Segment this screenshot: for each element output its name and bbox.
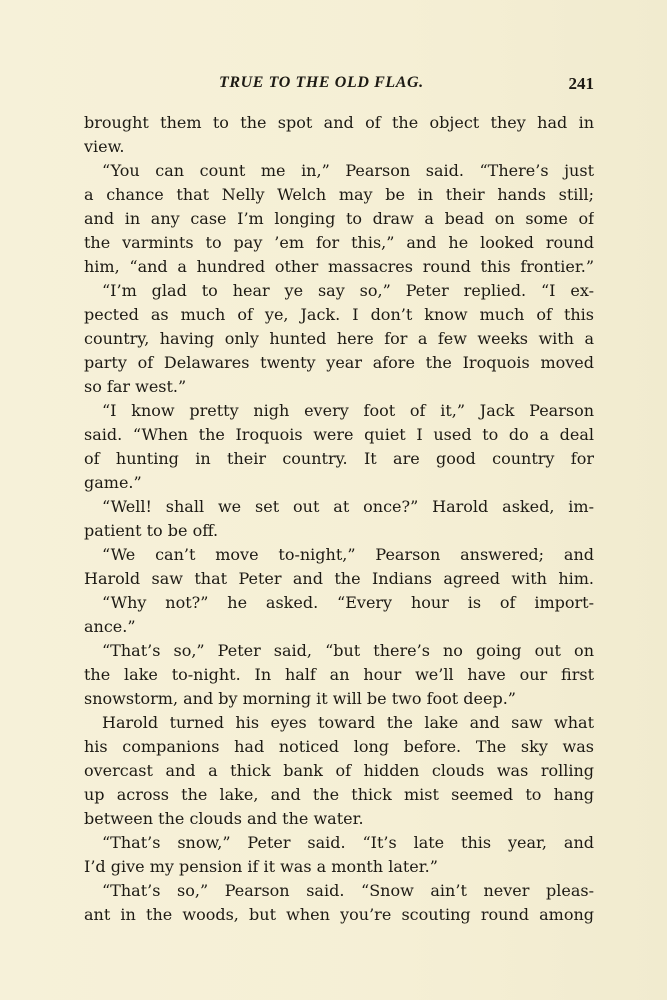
text-line: view. (84, 137, 125, 156)
page-header (84, 74, 594, 98)
running-title: TRUE TO THE OLD FLAG. (219, 74, 424, 91)
text-line: “You can count me in,” Pearson said. “There’s just (102, 161, 594, 180)
text-line: “That’s snow,” Peter said. “It’s late this year, and (102, 833, 594, 852)
text-line: overcast and a thick bank of hidden clouds was rolling (84, 761, 594, 780)
text-line: brought them to the spot and of the object they had in (84, 113, 594, 132)
text-line: a chance that Nelly Welch may be in their hands still; (84, 185, 594, 204)
text-line: Harold turned his eyes toward the lake and saw what (102, 713, 594, 732)
text-line: game.” (84, 473, 142, 492)
text-line: so far west.” (84, 377, 187, 396)
body-text (84, 111, 594, 927)
text-line: between the clouds and the water. (84, 809, 364, 828)
text-line: his companions had noticed long before. The sky was (84, 737, 594, 756)
text-line: “That’s so,” Peter said, “but there’s no going out on (102, 641, 594, 660)
text-line: snowstorm, and by morning it will be two foot deep.” (84, 689, 516, 708)
text-line: of hunting in their country. It are good country for (84, 449, 594, 468)
text-line: “That’s so,” Pearson said. “Snow ain’t never pleas- (102, 881, 594, 900)
text-line: ant in the woods, but when you’re scouting round among (84, 905, 594, 924)
text-line: party of Delawares twenty year afore the Iroquois moved (84, 353, 594, 372)
text-line: him, “and a hundred other massacres round this frontier.” (84, 257, 594, 276)
text-line: “Well! shall we set out at once?” Harold asked, im- (102, 497, 594, 516)
text-line: I’d give my pension if it was a month later.” (84, 857, 438, 876)
text-line: “I’m glad to hear ye say so,” Peter replied. “I ex- (102, 281, 594, 300)
page-number: 241 (568, 74, 594, 93)
text-line: ance.” (84, 617, 136, 636)
text-line: “We can’t move to-night,” Pearson answered; and (102, 545, 594, 564)
text-line: pected as much of ye, Jack. I don’t know much of this (84, 305, 594, 324)
text-line: “Why not?” he asked. “Every hour is of import- (102, 593, 594, 612)
text-line: patient to be off. (84, 521, 219, 540)
text-line: the varmints to pay ’em for this,” and he looked round (84, 233, 594, 252)
text-line: and in any case I’m longing to draw a bead on some of (84, 209, 594, 228)
text-line: country, having only hunted here for a few weeks with a (84, 329, 594, 348)
text-line: Harold saw that Peter and the Indians agreed with him. (84, 569, 594, 588)
text-line: the lake to-night. In half an hour we’ll have our first (84, 665, 594, 684)
text-line: said. “When the Iroquois were quiet I used to do a deal (84, 425, 594, 444)
text-line: up across the lake, and the thick mist seemed to hang (84, 785, 594, 804)
text-line: “I know pretty nigh every foot of it,” Jack Pearson (102, 401, 594, 420)
